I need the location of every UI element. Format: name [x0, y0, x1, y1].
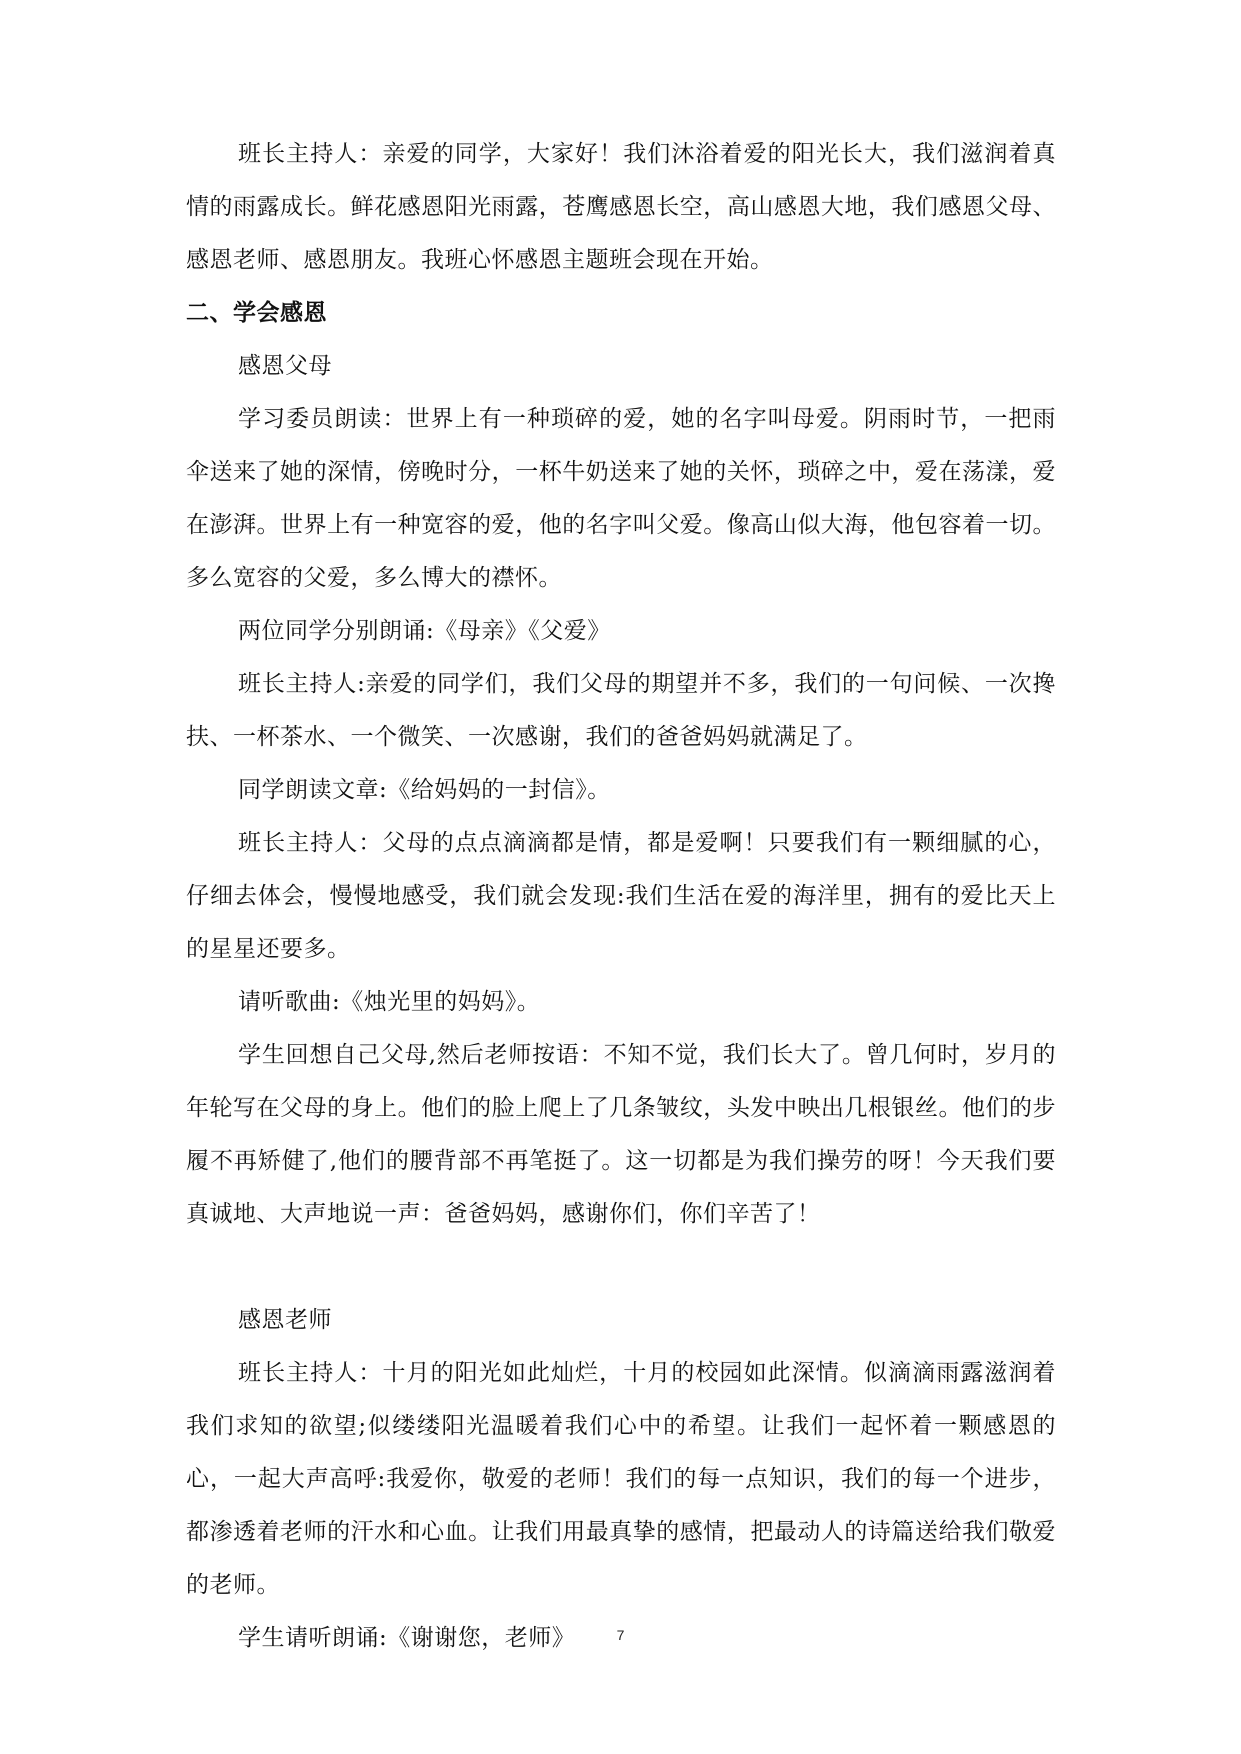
paragraph: 班长主持人：十月的阳光如此灿烂，十月的校园如此深情。似滴滴雨露滋润着我们求知的欲望;似缕缕阳光温暖着我们心中的希望。让我们一起怀着一颗感恩的心，一起大声高呼:我爱你，敬爱的老师！我们的每一点知识，我们的每一个进步，都渗透着老师的汗水和心血。让我们用最真挚的感情，把最动人的诗篇送给我们敬爱的老师。: [186, 1360, 1056, 1598]
subsection-title-teachers: 感恩老师: [238, 1307, 332, 1333]
paragraph: 班长主持人：父母的点点滴滴都是情，都是爱啊！只要我们有一颗细腻的心，仔细去体会，慢慢地感受，我们就会发现:我们生活在爱的海洋里，拥有的爱比天上的星星还要多。: [186, 830, 1056, 962]
paragraph: 请听歌曲:《烛光里的妈妈》。: [238, 989, 541, 1015]
page-number: 7: [616, 1627, 625, 1643]
paragraph: 学生回想自己父母,然后老师按语：不知不觉，我们长大了。曾几何时，岁月的年轮写在父母的身上。他们的脸上爬上了几条皱纹，头发中映出几根银丝。他们的步履不再矫健了,他们的腰背部不再笔挺了。这一切都是为我们操劳的呀！今天我们要真诚地、大声地说一声：爸爸妈妈，感谢你们，你们辛苦了！: [186, 1042, 1056, 1227]
intro-paragraph: 班长主持人：亲爱的同学，大家好！我们沐浴着爱的阳光长大，我们滋润着真情的雨露成长。鲜花感恩阳光雨露，苍鹰感恩长空，高山感恩大地，我们感恩父母、感恩老师、感恩朋友。我班心怀感恩主题班会现在开始。: [186, 141, 1056, 273]
blank-line: [186, 1241, 1056, 1294]
paragraph: 同学朗读文章:《给妈妈的一封信》。: [238, 777, 611, 803]
paragraph: 两位同学分别朗诵:《母亲》《父爱》: [238, 618, 611, 644]
document-body: [186, 128, 1056, 1665]
paragraph: 班长主持人:亲爱的同学们，我们父母的期望并不多，我们的一句问候、一次搀扶、一杯茶水、一个微笑、一次感谢，我们的爸爸妈妈就满足了。: [186, 671, 1056, 750]
paragraph: 学生请听朗诵:《谢谢您，老师》: [238, 1625, 576, 1651]
subsection-title-parents: 感恩父母: [238, 353, 332, 379]
paragraph: 学习委员朗读：世界上有一种琐碎的爱，她的名字叫母爱。阴雨时节，一把雨伞送来了她的深情，傍晚时分，一杯牛奶送来了她的关怀，琐碎之中，爱在荡漾，爱在澎湃。世界上有一种宽容的爱，他的名字叫父爱。像高山似大海，他包容着一切。多么宽容的父爱，多么博大的襟怀。: [186, 406, 1056, 591]
section-heading: 二、学会感恩: [186, 300, 327, 326]
